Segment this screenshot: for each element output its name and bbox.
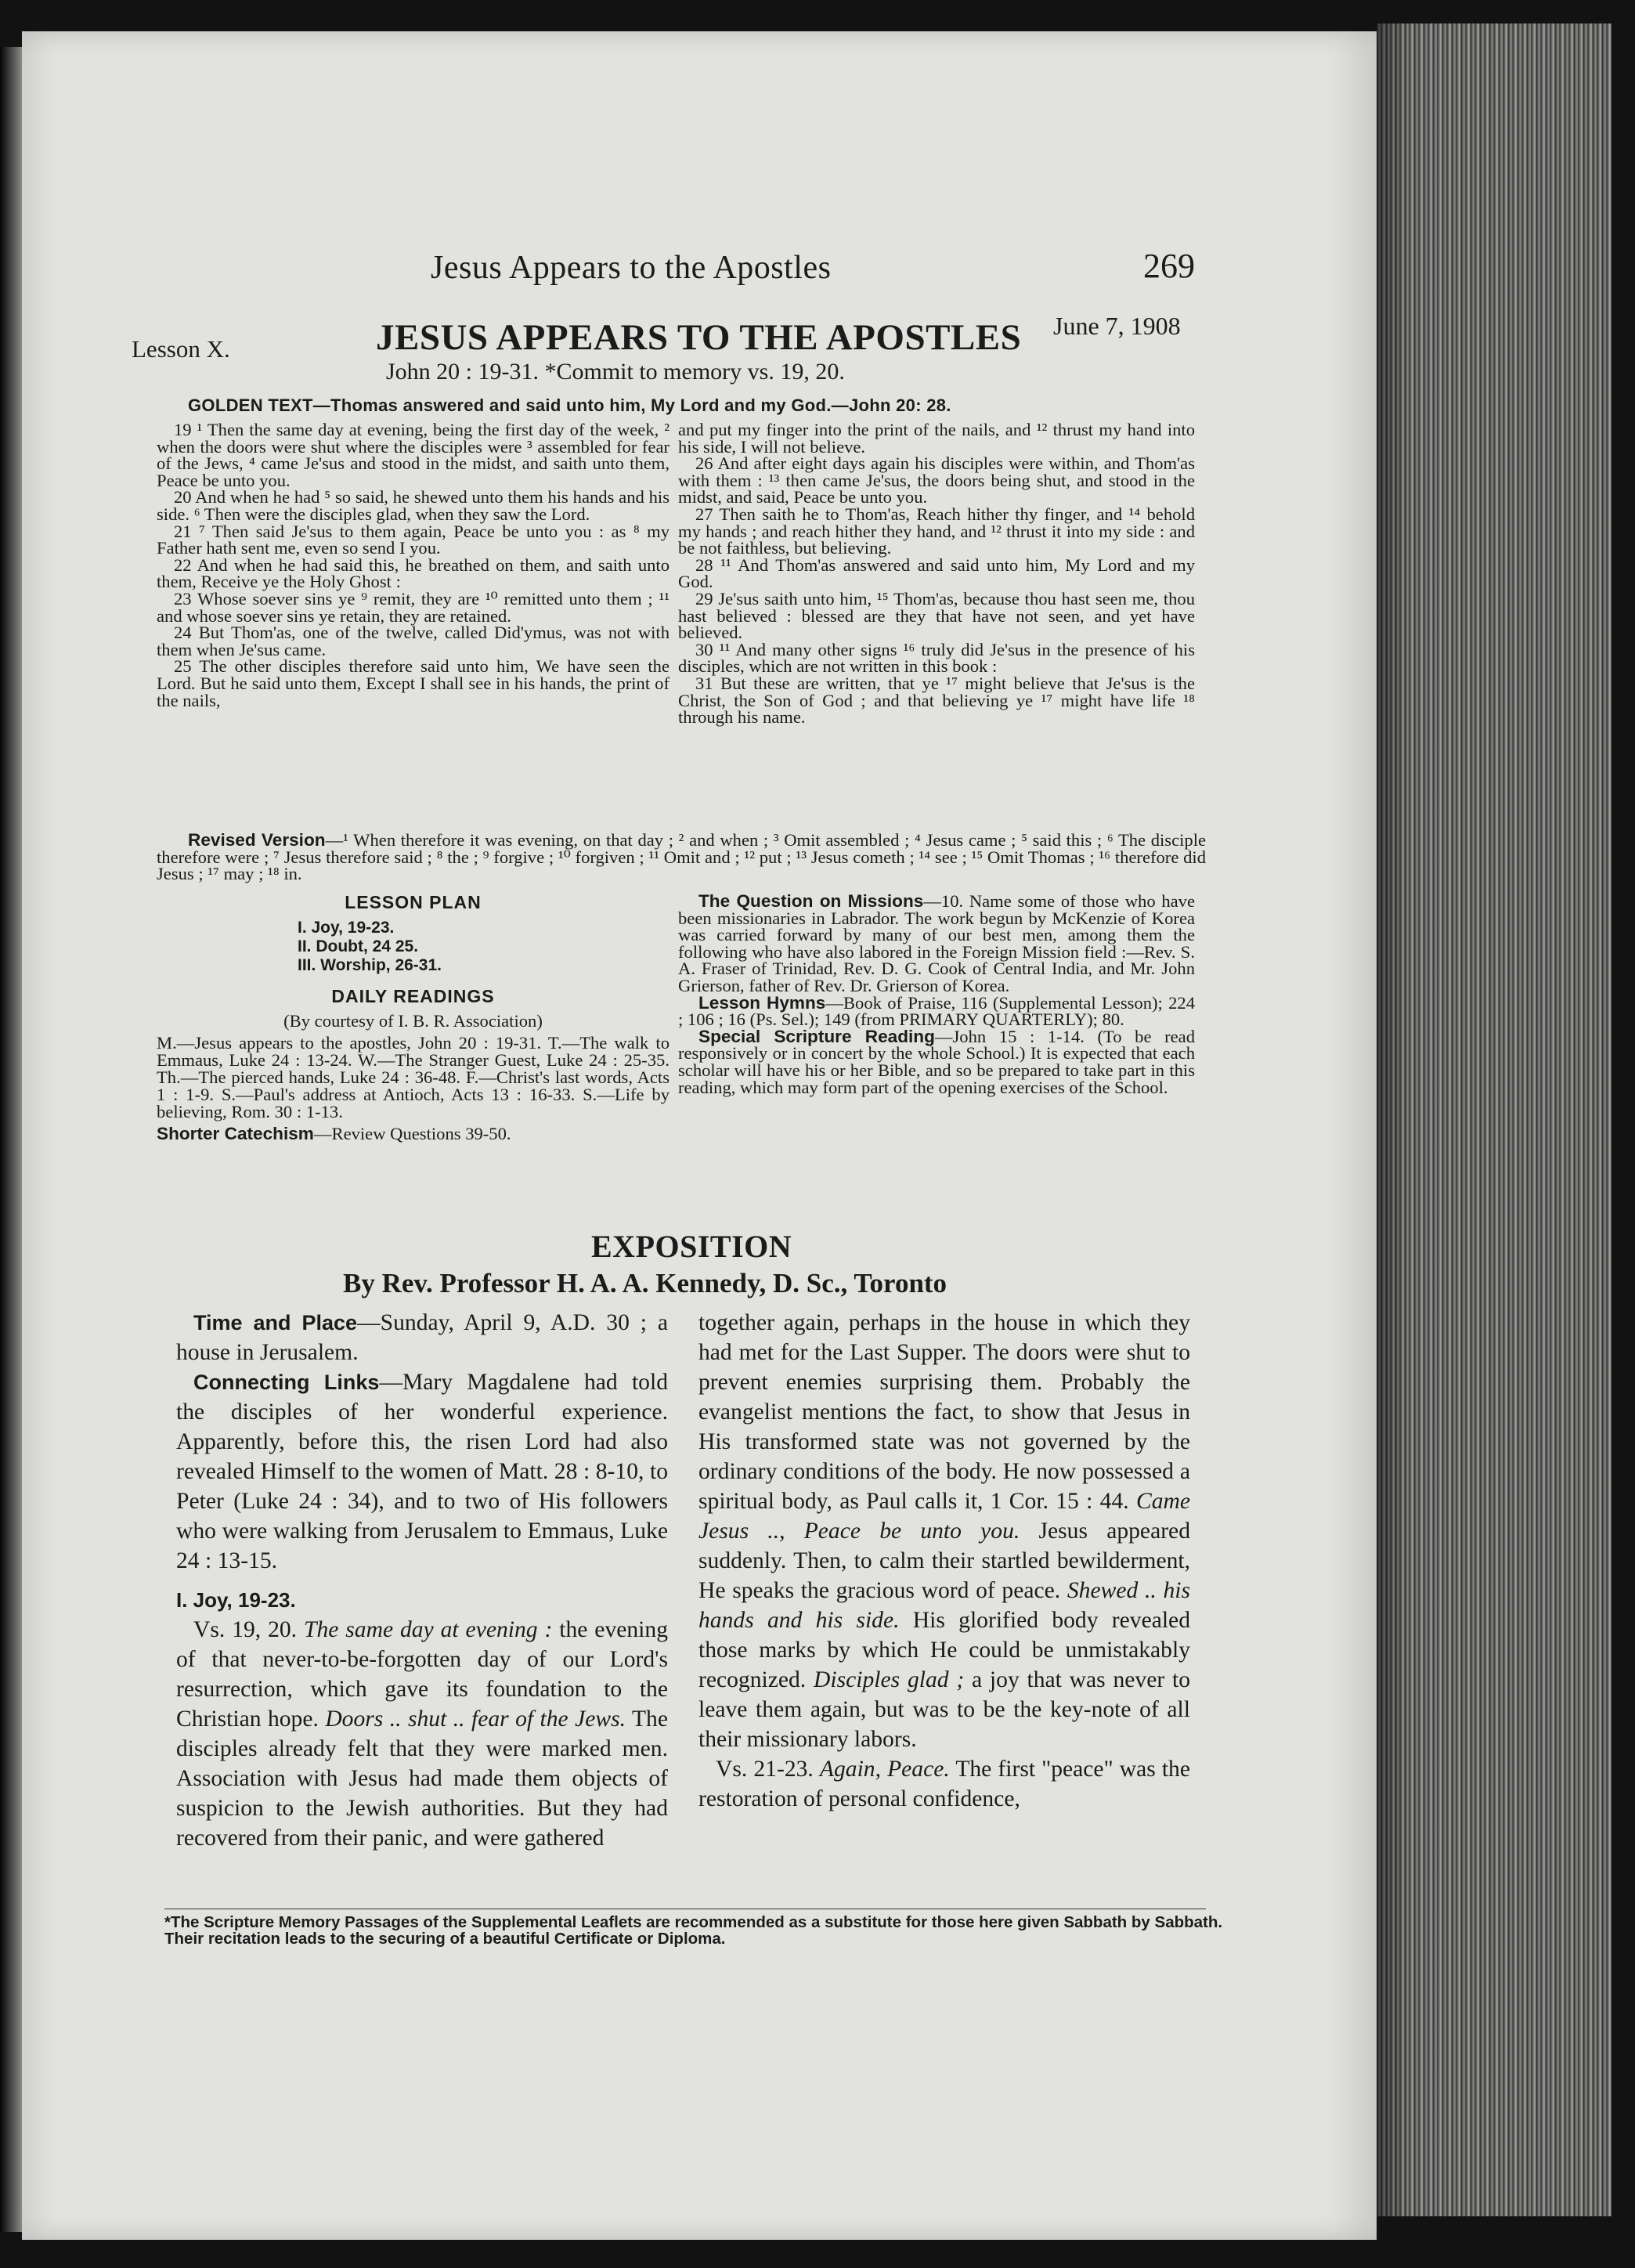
verse: 22 And when he had said this, he breathed on them, and saith unto them, Receive ye the Holy Ghost : (157, 554, 670, 592)
exposition-author: By Rev. Professor H. A. A. Kennedy, D. Sc., Toronto (343, 1268, 947, 1298)
glad-text: a joy that was never to leave them again, but was to be the key-note of all their missionary labors. (698, 1667, 1191, 1752)
revised-version-label: Revised Version (188, 830, 326, 850)
links-label: Connecting Links (193, 1371, 380, 1394)
missions-question (678, 893, 1195, 995)
came-text: Jesus appeared suddenly. Then, to calm their startled bewilderment, He speaks the gracious word of peace. (698, 1519, 1190, 1603)
vs-text: the evening of that never-to-be-forgotten day of our Lord's resurrection, which gave its foundation to the Christian hope. (176, 1617, 668, 1732)
scripture-column-left (157, 421, 670, 709)
hymns-label: Lesson Hymns (698, 992, 826, 1013)
verse: 30 ¹¹ And many other signs ¹⁶ truly did Je'sus in the presence of his disciples, which are not written in this book : (678, 639, 1195, 677)
running-title: Jesus Appears to the Apostles (431, 250, 832, 286)
exposition-heading: EXPOSITION (591, 1229, 792, 1264)
shewed-italic: Shewed .. his hands and his side. (698, 1578, 1190, 1633)
exposition-column-left (176, 1308, 668, 1853)
lesson-plan-item: II. Doubt, 24 25. (298, 937, 419, 955)
time-and-place (176, 1308, 668, 1367)
book-page-edges (1377, 23, 1612, 2216)
vs-19-20-paragraph (176, 1615, 668, 1853)
doors-italic: Doors .. shut .. fear of the Jews. (325, 1706, 626, 1732)
doors-text: The disciples already felt that they were marked men. Association with Jesus had made them objects of suspicion to the Jewish authorities. But they had recovered from their panic, and were gathered (176, 1706, 668, 1851)
special-reading-text: —John 15 : 1-14. (To be read responsively or in concert by the whole School.) It is expected that each scholar will have his or her Bible, and so be prepared to take part in this reading, which may form part of the opening exercises of the School. (678, 1026, 1195, 1097)
lesson-plan-block (157, 881, 670, 1143)
vs-label: Vs. 19, 20. (193, 1617, 298, 1642)
missions-text: —10. Name some of those who have been missionaries in Labrador. The work begun by McKenzie of Korea was carried forward by many of our best men, among them the following who have also labored in the Foreign Mission field :—Rev. S. A. Fraser of Trinidad, Rev. D. G. Cook of Central India, and Mr. John Grierson, father of Rev. Dr. Grierson of Korea. (678, 891, 1195, 995)
verse: 26 And after eight days again his disciples were within, and Thom'as with them : ¹³ then came Je'sus, the doors being shut, and stood in the midst, and said, Peace be unto you. (678, 453, 1195, 507)
lesson-hymns (678, 992, 1196, 1030)
missions-label: The Question on Missions (698, 891, 924, 911)
footnote: *The Scripture Memory Passages of the Supplemental Leaflets are recommended as a substitute for those here given Sabbath by Sabbath. Their recitation leads to the securing of a beautiful Certificate or Diploma. (164, 1913, 1223, 1948)
revised-version-notes (157, 832, 1206, 883)
shorter-catechism-text: —Review Questions 39-50. (313, 1124, 511, 1143)
continued-text: together again, perhaps in the house in which they had met for the Last Supper. The doors were shut to prevent enemies surprising them. Probably the evangelist mentions the fact, to show that Jesus in His transformed state was not governed by the ordinary conditions of the body. He now possessed a spiritual body, as Paul calls it, 1 Cor. 15 : 44. (698, 1310, 1190, 1514)
verse: and put my finger into the print of the nails, and ¹² thrust my hand into his side, I will not believe. (678, 420, 1195, 457)
came-italic: Came Jesus .., Peace be unto you. (698, 1489, 1190, 1544)
links-text: —Mary Magdalene had told the disciples of her wonderful experience. Apparently, before this, the risen Lord had also revealed Himself to the women of Matt. 28 : 8-10, to Peter (Luke 24 : 34), and to two of His followers who were walking from Jerusalem to Emmaus, Luke 24 : 13-15. (176, 1370, 669, 1573)
time-text: —Sunday, April 9, A.D. 30 ; a house in Jerusalem. (176, 1310, 669, 1365)
lesson-date: June 7, 1908 (1053, 312, 1181, 340)
scripture-column-right (678, 421, 1195, 726)
daily-readings-text: M.—Jesus appears to the apostles, John 20 : 19-31. T.—The walk to Emmaus, Luke 24 : 13-24. W.—The Stranger Guest, Luke 24 : 25-35. Th.—The pierced hands, Luke 24 : 36-48. F.—Christ's last words, Acts 1 : 1-9. S.—Paul's address at Antioch, Acts 13 : 16-33. S.—Life by believing, Rom. 30 : 1-13. (157, 1033, 670, 1121)
vs-italic: The same day at evening : (303, 1617, 553, 1642)
exposition-column-right (698, 1308, 1190, 1814)
page-number: 269 (1143, 247, 1195, 285)
special-reading-label: Special Scripture Reading (698, 1026, 935, 1046)
verse: 31 But these are written, that ye ¹⁷ might believe that Je'sus is the Christ, the Son of God ; and that believing ye ¹⁷ might have life ¹⁸ through his name. (678, 673, 1195, 728)
verse: 25 The other disciples therefore said unto him, We have seen the Lord. But he said unto them, Except I shall see in his hands, the print of the nails, (157, 656, 670, 710)
shorter-catechism-label: Shorter Catechism (157, 1124, 314, 1143)
daily-readings-heading: DAILY READINGS (331, 986, 495, 1006)
lesson-plan-item: III. Worship, 26-31. (298, 956, 442, 974)
revised-version-text: —¹ When therefore it was evening, on that day ; ² and when ; ³ Omit assembled ; ⁴ Jesus came ; ⁵ said this ; ⁶ The disciple therefore were ; ⁷ Jesus therefore said ; ⁸ the ; ⁹ forgive ; ¹⁰ forgiven ; ¹¹ Omit and ; ¹² put ; ¹³ Jesus cometh ; ¹⁴ see ; ¹⁵ Omit Thomas ; ¹⁶ therefore did Jesus ; ¹⁷ may ; ¹⁸ in. (157, 830, 1207, 883)
time-label: Time and Place (193, 1311, 358, 1334)
lesson-label: Lesson X. (132, 335, 230, 363)
shewed-text: His glorified body revealed those marks by which He could be unmistakably recognized. (698, 1608, 1190, 1692)
lesson-title: JESUS APPEARS TO THE APOSTLES (376, 317, 1022, 358)
daily-readings-courtesy: (By courtesy of I. B. R. Association) (283, 1011, 543, 1031)
missions-block (678, 893, 1195, 1096)
lesson-plan-item: I. Joy, 19-23. (298, 919, 395, 937)
golden-text: GOLDEN TEXT—Thomas answered and said unto him, My Lord and my God.—John 20: 28. (188, 395, 951, 415)
scripture-reference: John 20 : 19-31. *Commit to memory vs. 19, 20. (386, 359, 845, 385)
shorter-catechism (157, 1125, 670, 1143)
continued-paragraph (698, 1308, 1190, 1754)
verse: 20 And when he had ⁵ so said, he shewed unto them his hands and his side. ⁶ Then were the disciples glad, when they saw the Lord. (157, 487, 670, 524)
verse: 24 But Thom'as, one of the twelve, called Did'ymus, was not with them when Je'sus came. (157, 623, 670, 659)
verse: 21 ⁷ Then said Je'sus to them again, Peace be unto you : as ⁸ my Father hath sent me, even so send I you. (157, 521, 670, 558)
verse: 28 ¹¹ And Thom'as answered and said unto him, My Lord and my God. (678, 554, 1195, 592)
section-heading: I. Joy, 19-23. (176, 1588, 296, 1612)
vs-21-23-paragraph (698, 1754, 1190, 1814)
special-scripture-reading (678, 1028, 1195, 1096)
verse: 29 Je'sus saith unto him, ¹⁵ Thom'as, because thou hast seen me, thou hast believed : blessed are they that have not seen, and yet have believed. (678, 588, 1195, 643)
lesson-plan-list (298, 919, 670, 975)
connecting-links (176, 1367, 668, 1576)
vs21-text: The first "peace" was the restoration of personal confidence, (698, 1757, 1190, 1811)
hymns-text: —Book of Praise, 116 (Supplemental Lesson); 224 ; 106 ; 16 (Ps. Sel.); 149 (from PRIMARY QUARTERLY); 80. (678, 992, 1196, 1030)
lesson-plan-heading: LESSON PLAN (345, 892, 482, 912)
vs21-label: Vs. 21-23. (716, 1757, 814, 1782)
verse: 19 ¹ Then the same day at evening, being the first day of the week, ² when the doors were shut where the disciples were ³ assembled for fear of the Jews, ⁴ came Je'sus and stood in the midst, and saith unto them, Peace be unto you. (157, 420, 670, 490)
vs21-italic: Again, Peace. (819, 1757, 950, 1782)
verse: 23 Whose soever sins ye ⁹ remit, they are ¹⁰ remitted unto them ; ¹¹ and whose soever sins ye retain, they are retained. (157, 588, 670, 626)
glad-italic: Disciples glad ; (814, 1667, 965, 1692)
verse: 27 Then saith he to Thom'as, Reach hither thy finger, and ¹⁴ behold my hands ; and reach hither they hand, and ¹² thrust it into my side : and be not faithless, but believing. (678, 504, 1195, 558)
